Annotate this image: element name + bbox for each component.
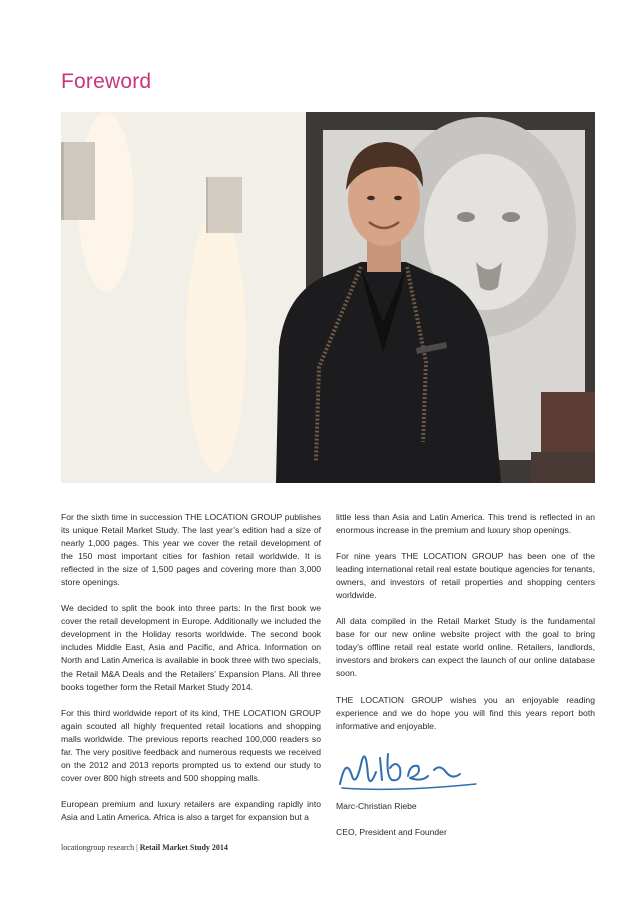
paragraph: For nine years THE LOCATION GROUP has been one of the leading international retail real estate boutique agencies for tenants, owners, and investors of retail properties and shopping centers worldwide.: [336, 551, 595, 601]
footer-source: locationgroup research: [61, 843, 135, 852]
footer-separator: |: [136, 843, 138, 852]
paragraph: For the sixth time in succession THE LOCATION GROUP publishes its unique Retail Market Study. The last year’s edition had a size of nearly 1,000 pages. This year we cover the retail development of the 150 most important cities for fashion retail worldwide. It is reflected in the size of 1,500 pages and covering more than 3,000 store openings.: [61, 512, 321, 588]
paragraph: little less than Asia and Latin America. This trend is reflected in an enormous increase in the premium and luxury shop openings.: [336, 512, 595, 536]
paragraph: European premium and luxury retailers are expanding rapidly into Asia and Latin America. Africa is also a target for expansion but a: [61, 798, 321, 822]
paragraph: THE LOCATION GROUP wishes you an enjoyable reading experience and we do hope you will find this years report both informative and enjoyable.: [336, 694, 595, 731]
signer-role: CEO, President and Founder: [336, 826, 447, 837]
paragraph: All data compiled in the Retail Market Study is the fundamental base for our new online website project with the goal to bring today’s offline retail real estate world online. Retailers, landlords, investors and brokers can expect the launch of our online database soon.: [336, 616, 595, 679]
signer-name: Marc-Christian Riebe: [336, 800, 417, 811]
handwritten-signature: [336, 746, 595, 794]
left-text-column: [61, 511, 321, 837]
footer-publication: Retail Market Study 2014: [139, 843, 228, 852]
paragraph: For this third worldwide report of its kind, THE LOCATION GROUP again scouted all highly frequented retail locations and shopping malls worldwide. The previous reports reached 100,000 readers so far. The very positive feedback and numerous requests we received on the 2012 and 2013 reports prompted us to extend our study to cover over 800 high streets and 500 shopping malls.: [61, 707, 321, 783]
right-text-column: [336, 511, 595, 852]
page-footer: [61, 843, 228, 852]
paragraph: We decided to split the book into three parts: In the first book we cover the retail development in Europe. Additionally we included the development in the Holiday resorts worldwide. The second book includes Middle East, Asia and Pacific, and Africa. Information on North and Latin America is available in book three with two specials, the Retail M&A Deals and the Retailers’ Expansion Plans. All three books together form the Retail Market Study 2014.: [61, 603, 321, 692]
portrait-photo: [61, 112, 595, 483]
page-title: Foreword: [61, 70, 152, 93]
